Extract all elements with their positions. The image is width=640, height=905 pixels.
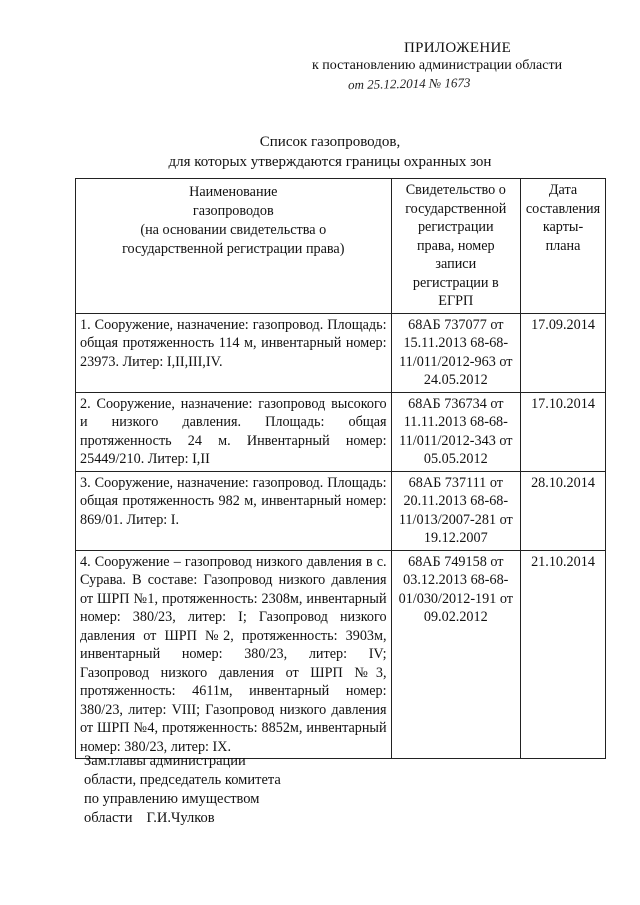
header-line: Наименование [189, 184, 278, 200]
gas-pipelines-table [75, 178, 606, 759]
row-description: 2. Сооружение, назначение: газопровод высокого и низкого давления. Площадь: общая протяженность 24 м. Инвентарный номер: 25449/210. Литер: I,II [76, 392, 392, 471]
row-certificate: 68АБ 737111 от 20.11.2013 68-68-11/013/2007-281 от 19.12.2007 [391, 471, 520, 550]
signature-prefix: области [84, 810, 133, 826]
column-header-certificate [391, 179, 520, 314]
signature-line: области, председатель комитета [84, 772, 281, 788]
header-line: карты- [542, 219, 584, 235]
header-line: ЕГРП [438, 293, 474, 309]
list-title [0, 132, 640, 172]
header-line: газопроводов [192, 203, 274, 219]
header-line: плана [545, 237, 581, 254]
column-header-name [76, 179, 392, 314]
signature-line: Зам.главы администрации [84, 753, 246, 769]
row-certificate: 68АБ 736734 от 11.11.2013 68-68-11/011/2012-343 от 05.05.2012 [391, 392, 520, 471]
table-row [76, 392, 606, 471]
header-line: Дата [548, 182, 578, 198]
appendix-subtitle: к постановлению администрации области [312, 58, 563, 73]
header-line: государственной регистрации права) [122, 241, 345, 257]
signature-block [84, 752, 281, 828]
table-row [76, 471, 606, 550]
row-date: 28.10.2014 [521, 471, 606, 550]
header-line: записи [435, 256, 477, 272]
row-description: 4. Сооружение – газопровод низкого давления в с. Сурава. В составе: Газопровод низкого давления от ШРП №1, протяженность: 2308м, инвентарный номер: 380/23, литер: I; Газопровод низкого давления от ШРП №2, протяженность: 3903м, инвентарный номер: 380/23, литер: IV; Газопровод низкого давления от ШРП №3, протяженность: 4611м, инвентарный номер: 380/23, литер: VIII; Газопровод низкого давления от ШРП №4, протяженность: 8852м, инвентарный номер: 380/23, литер: IX. [76, 550, 392, 759]
row-description: 3. Сооружение, назначение: газопровод. Площадь: общая протяженность 982 м, инвентарный номер: 869/01. Литер: I. [76, 471, 392, 550]
header-line: регистрации [417, 219, 494, 235]
row-certificate: 68АБ 737077 от 15.11.2013 68-68-11/011/2012-963 от 24.05.2012 [391, 313, 520, 392]
row-date: 21.10.2014 [521, 550, 606, 759]
table-header-row [76, 179, 606, 314]
header-line: составления [525, 200, 601, 217]
row-certificate: 68АБ 749158 от 03.12.2013 68-68-01/030/2012-191 от 09.02.2012 [391, 550, 520, 759]
signature-line [84, 809, 281, 828]
header-line: (на основании свидетельства о [140, 222, 327, 238]
row-date: 17.10.2014 [521, 392, 606, 471]
appendix-title: ПРИЛОЖЕНИЕ [404, 40, 512, 56]
list-title-line2: для которых утверждаются границы охранных зон [168, 154, 492, 170]
signature-line: по управлению имуществом [84, 791, 260, 807]
header-line: регистрации в [412, 274, 499, 291]
column-header-date [521, 179, 606, 314]
header-line: права, номер [416, 237, 495, 254]
table-row [76, 550, 606, 759]
row-date: 17.09.2014 [521, 313, 606, 392]
list-title-line1: Список газопроводов, [259, 134, 401, 150]
row-description: 1. Сооружение, назначение: газопровод. Площадь: общая протяженность 114 м, инвентарный номер: 23973. Литер: I,II,III,IV. [76, 313, 392, 392]
signatory-name: Г.И.Чулков [146, 810, 215, 826]
table-row [76, 313, 606, 392]
handwritten-reference: от 25.12.2014 № 1673 [347, 74, 471, 93]
header-line: государственной [405, 200, 507, 217]
header-line: Свидетельство о [405, 182, 506, 198]
